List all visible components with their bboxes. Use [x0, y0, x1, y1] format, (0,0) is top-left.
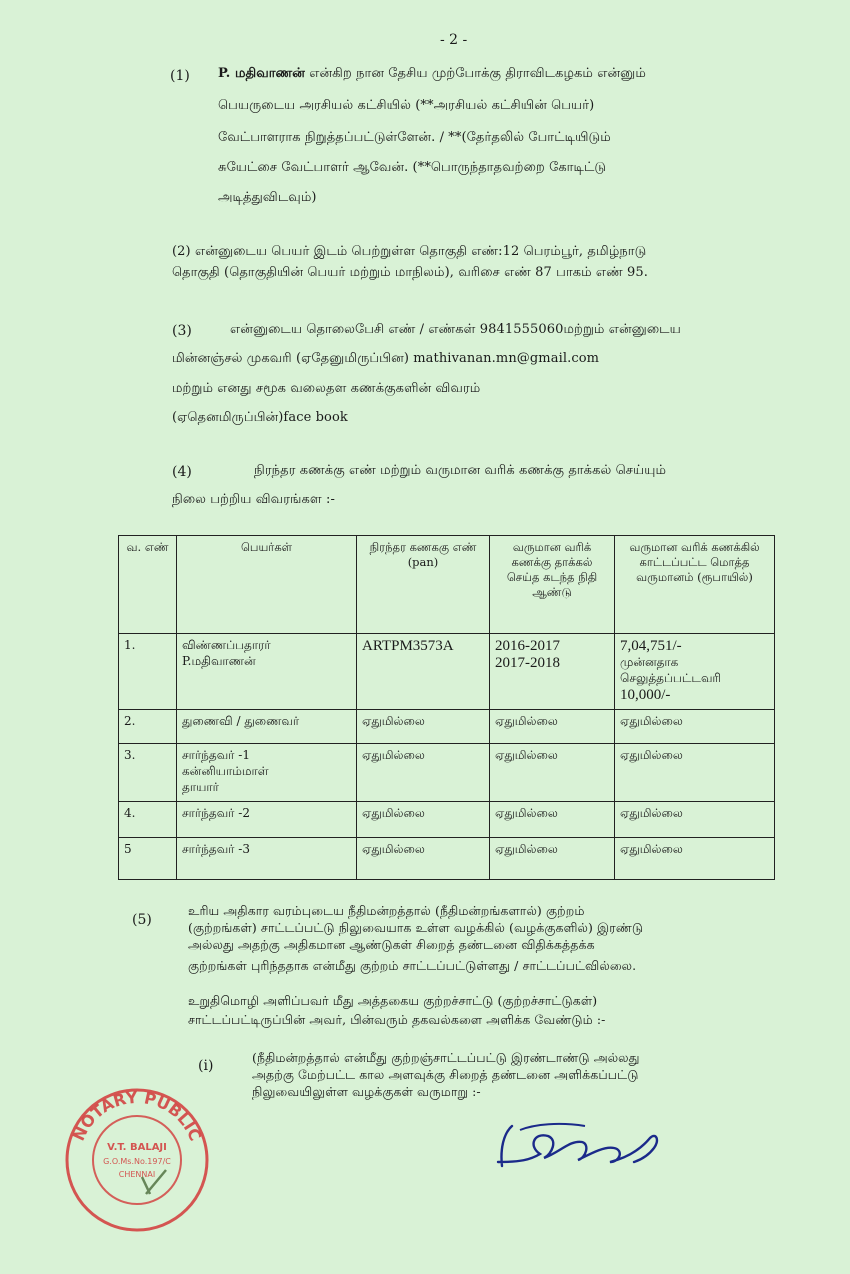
col-header-income: வருமான வரிக் கணக்கில் காட்டப்பட்ட மொத்த வருமானம் (ரூபாயில்) — [615, 536, 775, 634]
cell-tax-year: ஏதுமில்லை — [490, 710, 615, 744]
section-3-line-2: மின்னஞ்சல் முகவரி (ஏதேனுமிருப்பின) mathivanan.mn@gmail.com — [172, 351, 600, 366]
section-3-line-3: மற்றும் எனது சமூக வலைதள கணக்குகளின் விவரம் — [172, 381, 481, 396]
table-row — [119, 710, 775, 744]
cell-name-line: தாயார் — [182, 780, 219, 794]
cell-pan: ஏதுமில்லை — [357, 744, 490, 802]
section-4-line-1: நிரந்தர கணக்கு எண் மற்றும் வருமான வரிக் கணக்கு தாக்கல் செய்யும் — [254, 463, 667, 478]
cell-name-line: கன்னியாம்மாள் — [182, 764, 269, 778]
cell-year-line: 2016-2017 — [495, 638, 560, 654]
cell-name: துணைவி / துணைவர் — [177, 710, 357, 744]
cell-income-line: முன்னதாக — [620, 655, 679, 669]
cell-pan: ஏதுமில்லை — [357, 838, 490, 880]
cell-name-line: விண்ணப்பதாரர் — [182, 638, 271, 652]
section-2-line-1: (2) என்னுடைய பெயர் இடம் பெற்றுள்ள தொகுதி எண்:12 பெரம்பூர், தமிழ்நாடு — [172, 244, 647, 259]
cell-serial: 1. — [119, 634, 177, 710]
section-5-line-6: சாட்டப்பட்டிருப்பின் அவர், பின்வரும் தகவல்களை அளிக்க வேண்டும் :- — [188, 1012, 606, 1027]
col-header-tax-year: வருமான வரிக் கணக்கு தாக்கல் செய்த கடந்த நிதி ஆண்டு — [490, 536, 615, 634]
table-row — [119, 838, 775, 880]
signature — [490, 1118, 665, 1178]
section-1-line-2: பெயருடைய அரசியல் கட்சியில் (**அரசியல் கட்சியின் பெயர்) — [218, 98, 595, 113]
cell-tax-year: ஏதுமில்லை — [490, 802, 615, 838]
table-row — [119, 634, 775, 710]
section-5-line-1: உரிய அதிகார வரம்புடைய நீதிமன்றத்தால் (நீதிமன்றங்களால்) குற்றம் — [188, 903, 585, 918]
cell-tax-year: ஏதுமில்லை — [490, 744, 615, 802]
svg-text:G.O.Ms.No.197/C: G.O.Ms.No.197/C — [103, 1157, 171, 1166]
cell-income-line: 10,000/- — [620, 687, 671, 703]
col-header-pan: நிரந்தர கணககு எண் (pan) — [357, 536, 490, 634]
cell-serial: 4. — [119, 802, 177, 838]
cell-serial: 3. — [119, 744, 177, 802]
cell-pan: ஏதுமில்லை — [357, 710, 490, 744]
cell-serial: 2. — [119, 710, 177, 744]
svg-text:CHENNAI: CHENNAI — [118, 1170, 156, 1179]
section-1-line-3: வேட்பாளராக நிறுத்தப்பட்டுள்ளேன். / **(தேர்தலில் போட்டியிடும் — [218, 130, 611, 145]
section-4-number: (4) — [172, 464, 192, 480]
section-1-line-4: சுயேட்சை வேட்பாளர் ஆவேன். (**பொருந்தாதவற்றை கோடிட்டு — [218, 160, 607, 175]
cell-income: ஏதுமில்லை — [615, 802, 775, 838]
cell-income-line: 7,04,751/- — [620, 638, 682, 654]
section-5-i-number: (i) — [198, 1058, 214, 1074]
col-header-serial: வ. எண் — [119, 536, 177, 634]
cell-pan: ஏதுமில்லை — [357, 802, 490, 838]
col-header-names: பெயர்கள் — [177, 536, 357, 634]
section-1-number: (1) — [170, 68, 190, 84]
section-4-line-2: நிலை பற்றிய விவரங்கள :- — [172, 492, 335, 507]
table-row — [119, 802, 775, 838]
cell-name-line: சார்ந்தவர் -1 — [182, 748, 250, 762]
notary-stamp — [62, 1082, 212, 1232]
pan-income-table — [118, 535, 775, 880]
cell-name: சார்ந்தவர் -2 — [177, 802, 357, 838]
cell-name — [177, 744, 357, 802]
section-3-number: (3) — [172, 323, 192, 339]
section-3-line-4: (ஏதெனமிருப்பின்)face book — [172, 410, 348, 425]
section-1-line-1 — [218, 66, 646, 82]
cell-income: ஏதுமில்லை — [615, 744, 775, 802]
section-5-i-line-3: நிலுவையிலுள்ள வழக்குகள் வருமாறு :- — [252, 1084, 481, 1099]
cell-name: சார்ந்தவர் -3 — [177, 838, 357, 880]
cell-tax-year: ஏதுமில்லை — [490, 838, 615, 880]
section-5-line-2: (குற்றங்கள்) சாட்டப்பட்டு நிலுவையாக உள்ள வழக்கில் (வழக்குகளில்) இரண்டு — [188, 920, 644, 935]
section-5-number: (5) — [132, 912, 152, 928]
section-1-line-1-text: என்கிற நான தேசிய முற்போக்கு திராவிடகழகம் என்னும் — [309, 66, 646, 81]
cell-serial: 5 — [119, 838, 177, 880]
section-5-line-3: அல்லது அதற்கு அதிகமான ஆண்டுகள் சிறைத் தண்டனை விதிக்கத்தக்க — [188, 937, 595, 952]
cell-income: ஏதுமில்லை — [615, 838, 775, 880]
cell-income: ஏதுமில்லை — [615, 710, 775, 744]
section-5-line-4: குற்றங்கள் புரிந்ததாக என்மீது குற்றம் சாட்டப்பட்டுள்ளது / சாட்டப்பட்வில்லை. — [188, 958, 637, 973]
table-header-row — [119, 536, 775, 634]
page-number: - 2 - — [440, 32, 468, 48]
cell-income-line: செலுத்தப்பட்டவரி — [620, 671, 722, 685]
section-5-i-line-1: (நீதிமன்றத்தால் என்மீது குற்றஞ்சாட்டப்பட்டு இரண்டாண்டு அல்லது — [252, 1050, 640, 1065]
table-row — [119, 744, 775, 802]
section-1-line-5: அடித்துவிடவும்) — [218, 190, 317, 205]
section-3-line-1: என்னுடைய தொலைபேசி எண் / எண்கள் 9841555060மற்றும் என்னுடைய — [230, 322, 681, 337]
candidate-name: P. மதிவாணன் — [218, 66, 305, 81]
section-5-line-5: உறுதிமொழி அளிப்பவர் மீது அத்தகைய குற்றச்சாட்டு (குற்றச்சாட்டுகள்) — [188, 993, 598, 1008]
svg-text:V.T. BALAJI: V.T. BALAJI — [107, 1142, 167, 1153]
cell-pan: ARTPM3573A — [357, 634, 490, 710]
cell-year-line: 2017-2018 — [495, 655, 560, 671]
cell-tax-year — [490, 634, 615, 710]
cell-name-line: P.மதிவாணன் — [182, 654, 256, 668]
section-2-line-2: தொகுதி (தொகுதியின் பெயர் மற்றும் மாநிலம்), வரிசை எண் 87 பாகம் எண் 95. — [172, 265, 649, 280]
svg-text:NOTARY PUBLIC: NOTARY PUBLIC — [68, 1087, 206, 1144]
section-5-i-line-2: அதற்கு மேற்பட்ட கால அளவுக்கு சிறைத் தண்டனை அளிக்கப்பட்டு — [252, 1067, 639, 1082]
cell-name — [177, 634, 357, 710]
cell-income — [615, 634, 775, 710]
